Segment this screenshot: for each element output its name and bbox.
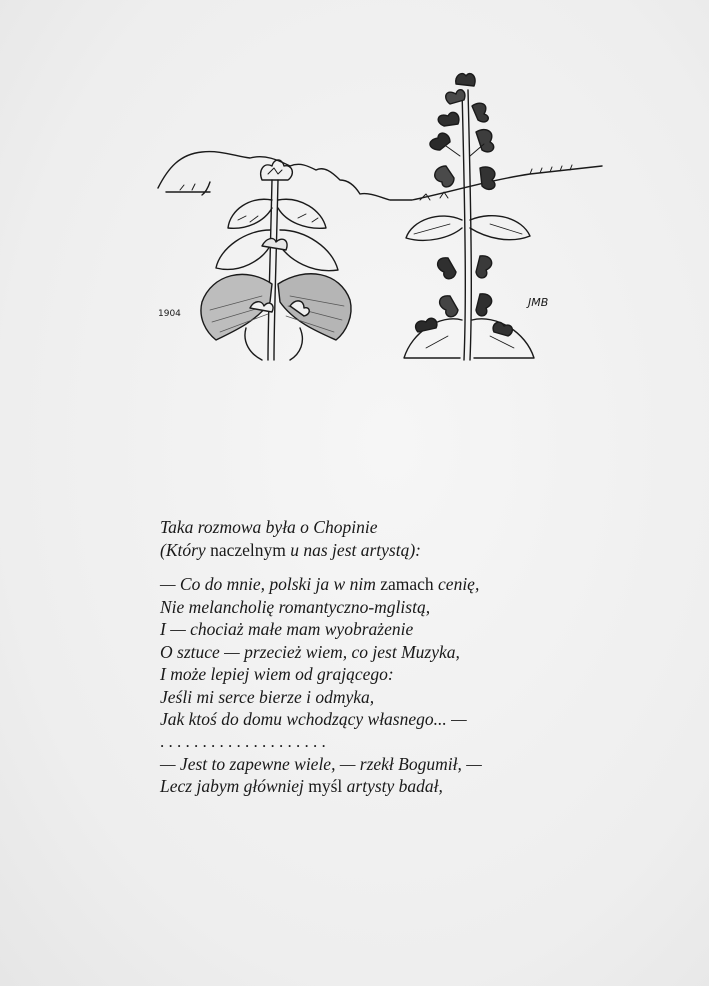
poem-line: Jeśli mi serce bierze i odmyka, xyxy=(160,686,375,707)
poem-line: Jak ktoś do domu wchodzący własnego... — xyxy=(160,709,467,729)
poem-line: O sztuce — przecież wiem, co jest Muzyka, xyxy=(160,641,460,662)
left-plant xyxy=(201,160,351,360)
poem-line: I — chociaż małe mam wyobrażenie xyxy=(160,619,414,639)
poem-line: I może lepiej wiem od grającego: xyxy=(160,664,394,684)
poem-line: — Jest to zapewne wiele, — rzekł Bogumił, — xyxy=(160,753,482,774)
poem-line: Lecz jabym główniej myśl artysty badał, xyxy=(160,776,443,796)
year-mark: 1904 xyxy=(158,309,181,319)
poem-line: — Co do mnie, polski ja w nim zamach cenię, xyxy=(160,574,480,594)
poem-text xyxy=(160,516,620,798)
poem-line: (Który naczelnym u nas jest artystą): xyxy=(160,539,422,560)
hill-outline xyxy=(158,152,602,200)
poem-line: Taka rozmowa była o Chopinie xyxy=(160,517,378,537)
right-plant xyxy=(404,74,534,360)
artist-signature: JMB xyxy=(528,296,549,309)
ellipsis-dots: . . . . . . . . . . . . . . . . . . . . xyxy=(160,731,326,751)
poem-line: Nie melancholię romantyczno-mglistą, xyxy=(160,596,431,617)
botanical-illustration xyxy=(150,70,610,370)
